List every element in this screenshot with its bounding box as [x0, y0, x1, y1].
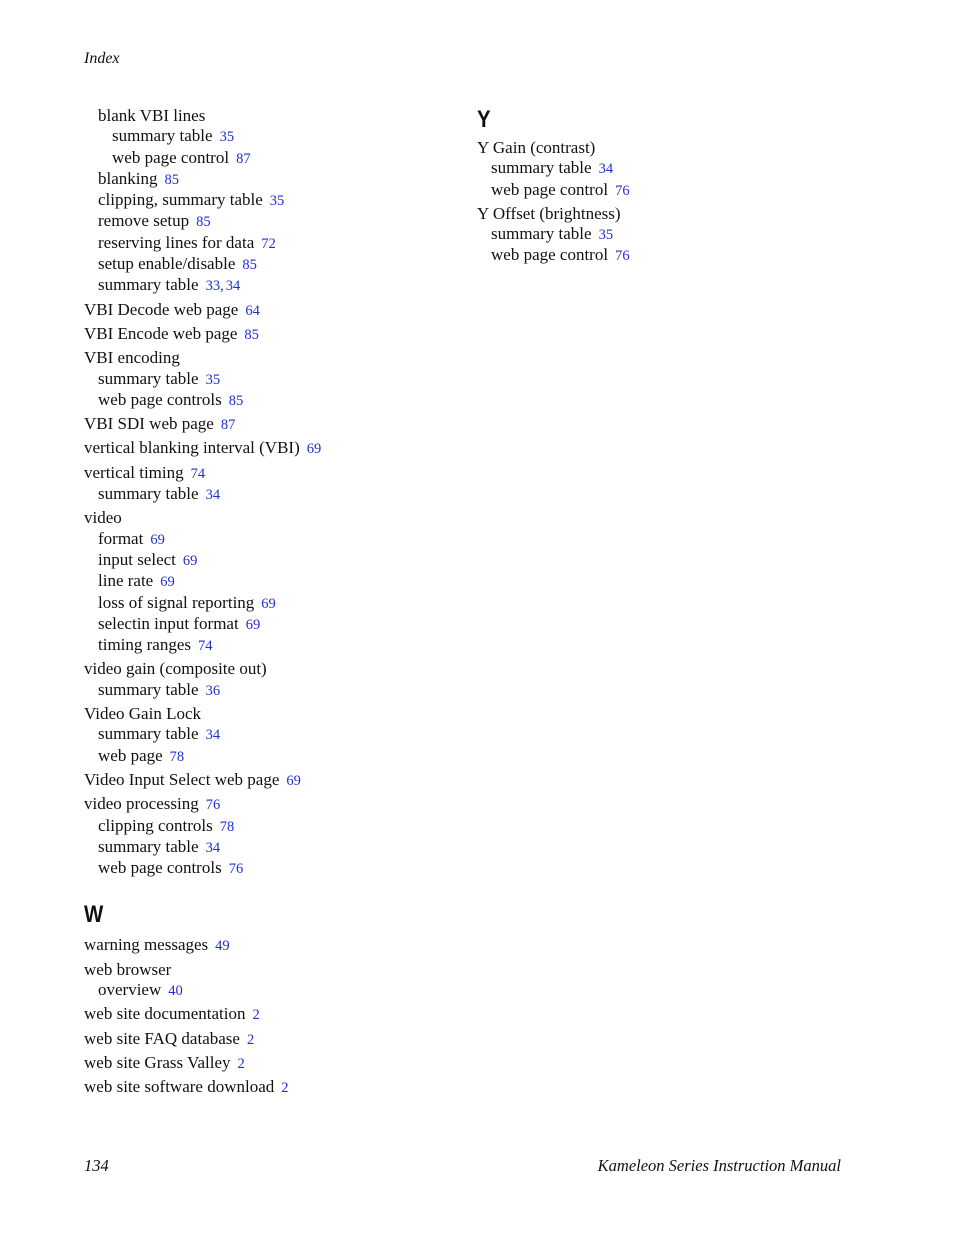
index-term: timing ranges	[98, 635, 192, 655]
index-entry	[84, 550, 464, 571]
index-entry	[84, 106, 464, 126]
index-term: vertical blanking interval (VBI)	[84, 438, 300, 458]
index-entry	[84, 858, 464, 879]
index-entry: summary table 33, 34	[98, 275, 241, 295]
index-entry	[84, 980, 464, 1001]
index-entry	[84, 794, 464, 815]
index-entry	[84, 390, 464, 411]
index-term: Y Gain (contrast)	[477, 138, 596, 157]
index-term: web page controls	[98, 389, 222, 409]
page-link[interactable]: 76	[615, 182, 630, 199]
index-entry	[84, 348, 464, 368]
index-term: video processing	[84, 794, 199, 814]
page-link[interactable]: 64	[245, 302, 260, 319]
index-term: VBI encoding	[84, 348, 180, 368]
index-term: web page	[98, 745, 163, 765]
index-entry	[84, 960, 464, 980]
index-entry	[84, 1077, 464, 1098]
index-term: video	[84, 508, 122, 528]
index-entry	[84, 414, 464, 435]
page-link[interactable]: 69	[182, 552, 198, 569]
index-term: blanking	[98, 168, 158, 188]
index-term: summary table	[98, 368, 199, 388]
index-entry	[84, 169, 464, 190]
index-term: VBI Encode web page	[84, 323, 238, 343]
page-link[interactable]: 74	[198, 638, 213, 655]
index-term: reserving lines for data	[98, 232, 255, 252]
index-entry	[84, 369, 464, 390]
page-link[interactable]: 2	[281, 1080, 289, 1097]
index-entry	[84, 680, 464, 701]
page-link[interactable]: 69	[160, 574, 175, 591]
index-entry	[477, 224, 857, 245]
index-term: summary table	[98, 484, 199, 504]
page-link[interactable]: 74	[190, 465, 206, 482]
page-link[interactable]: 49	[215, 938, 230, 955]
index-entry	[84, 484, 464, 505]
index-entry	[84, 770, 464, 791]
index-entry	[84, 148, 464, 169]
index-term: summary table	[98, 275, 199, 295]
index-entry	[84, 508, 464, 528]
page-link[interactable]: 85	[244, 326, 259, 343]
index-entry	[84, 438, 464, 459]
index-entry	[477, 158, 857, 179]
index-entry	[84, 463, 464, 484]
page-link[interactable]: 34	[205, 487, 221, 504]
index-entry	[84, 233, 464, 254]
index-entry	[84, 1053, 464, 1074]
page-link[interactable]: 78	[219, 818, 235, 835]
index-entry	[84, 935, 464, 956]
index-term: loss of signal reporting	[98, 592, 255, 612]
page-link[interactable]: 36	[205, 682, 221, 699]
index-term: video gain (composite out)	[84, 659, 267, 679]
page-number: 134	[84, 1156, 109, 1175]
index-entry	[477, 245, 857, 266]
index-term: Y Offset (brightness)	[477, 203, 621, 223]
index-entry	[84, 724, 464, 745]
page-link[interactable]: 69	[286, 772, 301, 789]
index-term: warning messages	[84, 935, 209, 955]
index-term: web site software download	[84, 1077, 275, 1097]
page-link[interactable]: 2	[252, 1007, 260, 1024]
page-link[interactable]: 85	[164, 171, 179, 188]
index-entry	[477, 204, 857, 224]
index-entry	[84, 635, 464, 656]
index-term: VBI Decode web page	[84, 299, 239, 319]
index-term: clipping controls	[98, 815, 213, 835]
page-link[interactable]: 69	[261, 595, 276, 612]
page-link[interactable]: 69	[306, 441, 322, 458]
page-link[interactable]: 87	[236, 150, 251, 167]
page-link[interactable]: 35	[598, 227, 614, 244]
page-link[interactable]: 85	[196, 214, 211, 231]
page-link[interactable]: 76	[205, 797, 221, 814]
page-link[interactable]: 35	[219, 129, 235, 146]
index-entry	[84, 593, 464, 614]
page-link[interactable]: 34	[225, 278, 241, 295]
index-term: web site FAQ database	[84, 1028, 240, 1048]
page-link[interactable]: 34	[205, 727, 221, 744]
index-entry	[84, 126, 464, 147]
index-entry	[84, 704, 464, 724]
index-entries-w	[84, 935, 464, 1098]
index-term: web page control	[491, 179, 609, 199]
section-letter-y: Y	[477, 106, 491, 133]
index-term: VBI SDI web page	[84, 414, 214, 434]
index-entry	[84, 746, 464, 767]
index-entry	[84, 614, 464, 635]
index-term: summary table	[98, 724, 199, 744]
page-link[interactable]: 76	[228, 861, 244, 878]
index-term: summary table	[491, 158, 592, 178]
index-term: format	[98, 528, 144, 548]
index-term: web page control	[491, 245, 609, 265]
index-term: remove setup	[98, 211, 190, 231]
page-link[interactable]: 72	[261, 235, 276, 252]
index-term: summary table	[491, 224, 592, 244]
index-term: clipping, summary table	[98, 190, 263, 210]
page-link[interactable]: 35	[205, 371, 221, 388]
index-entry	[84, 324, 464, 345]
index-column-left	[84, 106, 464, 1098]
index-entry	[84, 1029, 464, 1050]
index-term: Video Input Select web page	[84, 769, 280, 789]
index-column-right	[477, 106, 857, 267]
index-entry	[84, 190, 464, 211]
index-term: Video Gain Lock	[84, 704, 201, 724]
page-link[interactable]: 85	[228, 392, 244, 409]
index-term: summary table	[98, 836, 199, 856]
index-entry	[84, 254, 464, 275]
page-link[interactable]: 69	[150, 531, 165, 548]
page-link[interactable]: 33	[205, 278, 221, 295]
index-entry	[84, 211, 464, 232]
page-link[interactable]: 34	[205, 839, 221, 856]
page-link[interactable]: 85	[242, 257, 257, 274]
index-term: web site Grass Valley	[84, 1052, 231, 1072]
index-term: summary table	[98, 679, 199, 699]
page-link[interactable]: 40	[168, 982, 183, 999]
index-term: web page control	[112, 147, 230, 167]
index-entry	[477, 180, 857, 201]
index-term: setup enable/disable	[98, 254, 236, 274]
index-term: web site documentation	[84, 1004, 246, 1024]
index-term: overview	[98, 979, 162, 999]
page-link[interactable]: 2	[237, 1055, 245, 1072]
index-entry	[84, 300, 464, 321]
page-link[interactable]: 76	[615, 248, 630, 265]
page-link[interactable]: 2	[246, 1031, 255, 1048]
index-entry	[84, 529, 464, 550]
index-entry	[477, 138, 857, 158]
index-entries-y	[477, 138, 857, 267]
index-term: line rate	[98, 571, 154, 591]
index-entry	[84, 837, 464, 858]
page-link[interactable]: 87	[220, 417, 236, 434]
manual-title: Kameleon Series Instruction Manual	[597, 1156, 841, 1175]
page-link[interactable]: 78	[169, 748, 185, 765]
section-letter-w: W	[84, 901, 104, 929]
page-link[interactable]: 69	[245, 616, 261, 633]
page-link[interactable]: 35	[269, 193, 285, 210]
index-term: blank VBI lines	[98, 106, 206, 125]
index-entry	[84, 659, 464, 679]
index-entry	[84, 1004, 464, 1025]
index-term: input select	[98, 549, 176, 569]
index-term: summary table	[112, 126, 213, 146]
index-term: vertical timing	[84, 462, 184, 482]
index-term: selectin input format	[98, 613, 239, 633]
index-entry	[84, 816, 464, 837]
index-term: web browser	[84, 959, 172, 979]
index-term: web page controls	[98, 858, 222, 878]
page-link[interactable]: 34	[598, 161, 614, 178]
running-header: Index	[84, 50, 120, 67]
index-entries-v	[84, 106, 464, 879]
index-entry	[84, 571, 464, 592]
